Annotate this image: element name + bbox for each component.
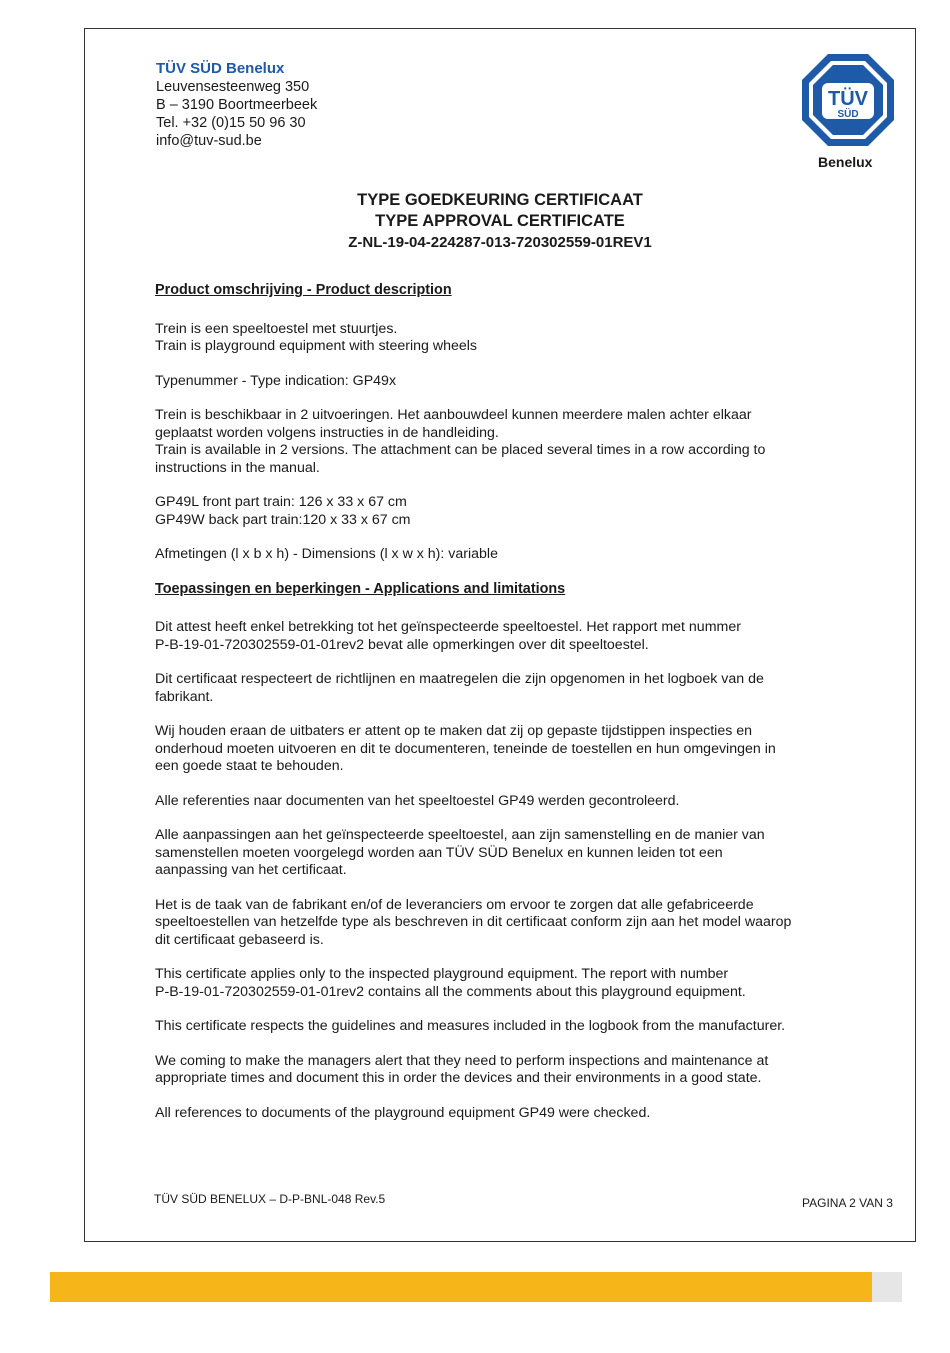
paragraph-line: onderhoud moeten uitvoeren en dit te documenteren, teneinde de toestellen en hun omgevingen in bbox=[155, 740, 776, 757]
paragraph-line: speeltoestellen van hetzelfde type als beschreven in dit certificaat conform zijn aan het model waarop bbox=[155, 914, 792, 930]
paragraph-line: instructions in the manual. bbox=[155, 459, 320, 476]
phone: Tel. +32 (0)15 50 96 30 bbox=[156, 115, 306, 131]
paragraph-line: GP49W back part train:120 x 33 x 67 cm bbox=[155, 511, 411, 528]
paragraph-line: Dit attest heeft enkel betrekking tot het geïnspecteerde speeltoestel. Het rapport met nummer bbox=[155, 619, 741, 635]
paragraph-line: Het is de taak van de fabrikant en/of de leveranciers om ervoor te zorgen dat alle gefabriceerde bbox=[155, 896, 754, 913]
paragraph bbox=[155, 619, 845, 654]
paragraph bbox=[155, 407, 845, 477]
paragraph bbox=[155, 1018, 845, 1036]
paragraph bbox=[155, 1105, 845, 1123]
brand-band bbox=[50, 1272, 872, 1302]
paragraph-line: Afmetingen (l x b x h) - Dimensions (l x w x h): variable bbox=[155, 546, 498, 562]
title-line-2: TYPE APPROVAL CERTIFICATE bbox=[375, 212, 625, 230]
paragraph-line: P-B-19-01-720302559-01-01rev2 contains all the comments about this playground equipment. bbox=[155, 983, 746, 1000]
paragraph bbox=[155, 723, 845, 776]
paragraph-line: P-B-19-01-720302559-01-01rev2 bevat alle opmerkingen over dit speeltoestel. bbox=[155, 636, 649, 653]
paragraph-line: Alle referenties naar documenten van het speeltoestel GP49 werden gecontroleerd. bbox=[155, 792, 680, 809]
paragraph bbox=[155, 546, 845, 564]
org-name: TÜV SÜD Benelux bbox=[156, 60, 285, 77]
certificate-code: Z-NL-19-04-224287-013-720302559-01REV1 bbox=[348, 234, 652, 251]
paragraph-line: All references to documents of the playground equipment GP49 were checked. bbox=[155, 1104, 651, 1121]
paragraph bbox=[155, 321, 845, 356]
paragraph bbox=[155, 966, 845, 1001]
paragraph-line: dit certificaat gebaseerd is. bbox=[155, 931, 324, 948]
section-heading-applications: Toepassingen en beperkingen - Applications and limitations bbox=[155, 580, 566, 597]
paragraph-line: Typenummer - Type indication: GP49x bbox=[155, 372, 397, 389]
paragraph-line: appropriate times and document this in order the devices and their environments in a good state. bbox=[155, 1070, 762, 1086]
paragraph-line: Trein is beschikbaar in 2 uitvoeringen. Het aanbouwdeel kunnen meerdere malen achter elkaar bbox=[155, 407, 752, 423]
paragraph bbox=[155, 671, 845, 706]
paragraph bbox=[155, 1053, 845, 1088]
title-line-1: TYPE GOEDKEURING CERTIFICAAT bbox=[357, 191, 643, 209]
footer-doc-ref: TÜV SÜD BENELUX – D-P-BNL-048 Rev.5 bbox=[154, 1192, 386, 1206]
email: info@tuv-sud.be bbox=[156, 133, 262, 149]
address-line-2: B – 3190 Boortmeerbeek bbox=[156, 97, 318, 113]
paragraph bbox=[155, 373, 845, 391]
paragraph-line: We coming to make the managers alert that they need to perform inspections and maintenance at bbox=[155, 1052, 769, 1069]
logo-text-top: TÜV bbox=[828, 88, 868, 110]
section-heading-product: Product omschrijving - Product description bbox=[155, 282, 452, 298]
paragraph-line: een goede staat te behouden. bbox=[155, 758, 344, 774]
paragraph-line: This certificate respects the guidelines and measures included in the logbook from the manufacturer. bbox=[155, 1018, 786, 1034]
paragraph-line: Dit certificaat respecteert de richtlijnen en maatregelen die zijn opgenomen in het logboek van de bbox=[155, 671, 764, 687]
address-line-1: Leuvensesteenweg 350 bbox=[156, 79, 310, 95]
paragraph-line: samenstellen moeten voorgelegd worden aan TÜV SÜD Benelux en kunnen leiden tot een bbox=[155, 844, 723, 861]
paragraph-line: geplaatst worden volgens instructies in de handleiding. bbox=[155, 424, 499, 441]
logo-text-bottom: SÜD bbox=[837, 109, 859, 120]
certificate-title-block bbox=[230, 190, 770, 253]
address-block bbox=[156, 60, 317, 150]
footer-page-number: PAGINA 2 VAN 3 bbox=[802, 1196, 893, 1210]
section-product-paragraphs bbox=[155, 321, 845, 564]
brand-band-end bbox=[872, 1272, 902, 1302]
paragraph-line: Trein is een speeltoestel met stuurtjes. bbox=[155, 320, 398, 337]
paragraph-line: GP49L front part train: 126 x 33 x 67 cm bbox=[155, 494, 407, 510]
certificate-body bbox=[155, 282, 845, 1139]
section-applications-paragraphs bbox=[155, 619, 845, 1122]
paragraph-line: Wij houden eraan de uitbaters er attent op te maken dat zij op gepaste tijdstippen inspecties en bbox=[155, 723, 753, 739]
paragraph-line: aanpassing van het certificaat. bbox=[155, 862, 347, 878]
paragraph-line: Train is playground equipment with steering wheels bbox=[155, 338, 478, 354]
paragraph bbox=[155, 793, 845, 811]
paragraph-line: Alle aanpassingen aan het geïnspecteerde speeltoestel, aan zijn samenstelling en de manier van bbox=[155, 827, 765, 843]
paragraph-line: fabrikant. bbox=[155, 688, 214, 705]
paragraph bbox=[155, 897, 845, 950]
paragraph-line: Train is available in 2 versions. The attachment can be placed several times in a row according to bbox=[155, 442, 766, 458]
logo-label: Benelux bbox=[818, 154, 873, 170]
paragraph bbox=[155, 827, 845, 880]
paragraph-line: This certificate applies only to the inspected playground equipment. The report with number bbox=[155, 966, 729, 982]
paragraph bbox=[155, 494, 845, 529]
